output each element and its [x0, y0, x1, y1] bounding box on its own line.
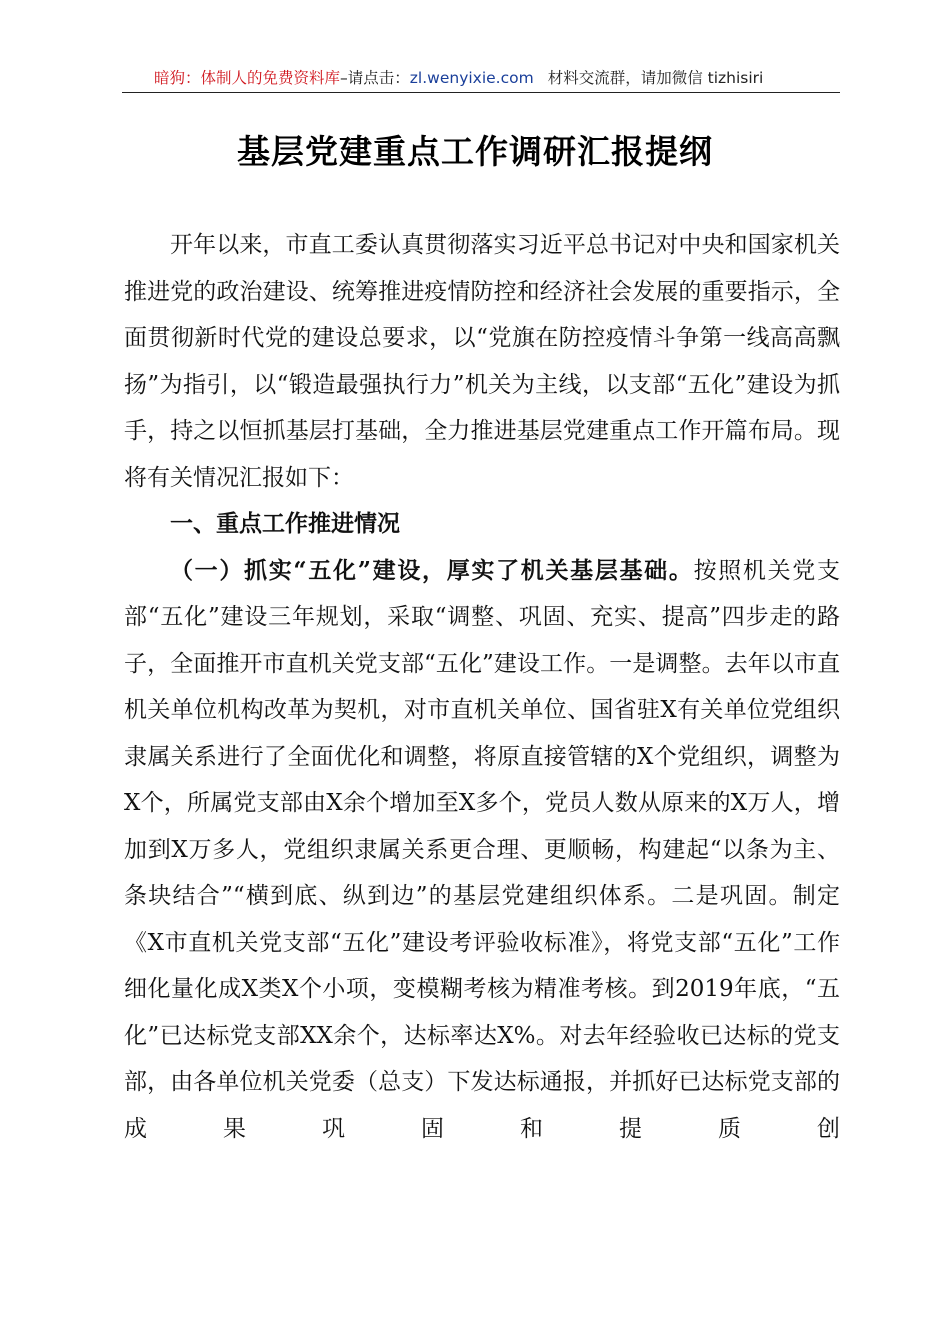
header-link[interactable]: zl.wenyixie.com [409, 69, 534, 87]
subsection-body-1: 按照机关党支部“五化”建设三年规划，采取“调整、巩固、充实、提高”四步走的路子，全面推开市直机关党支部“五化”建设工作。一是调整。去年以市直机关单位机构改革为契机，对市直机关单位、国省驻X有关单位党组织隶属关系进行了全面优化和调整，将原直接管辖的X个党组织，调整为X个，所属党支部由X余个增加至X多个，党员人数从原来的X万人，增加到X万多人，党组织隶属关系更合理、更顺畅，构建起“以条为主、条块结合”“横到底、纵到边”的基层党建组织体系。二是巩固。制定《X市直机关党支部“五化”建设考评验收标准》，将党支部“五化”工作细化量化成X类X个小项，变模糊考核为精准考核。到2019年底，“五化”已达标党支部XX余个，达标率达X%。对去年经验收已达标的党支部，由各单位机关党委（总支）下发达标通报，并抓好已达标党支部的成果巩固和提质创 [124, 557, 840, 1142]
section-heading-1: 一、重点工作推进情况 [170, 511, 400, 537]
subsection-paragraph-1 [124, 548, 840, 1153]
header-brand: 暗狗：体制人的免费资料库 [154, 69, 341, 87]
header-click-prefix: –请点击： [340, 69, 410, 87]
page-header [122, 64, 840, 93]
document-title: 基层党建重点工作调研汇报提纲 [237, 132, 713, 171]
intro-paragraph: 开年以来，市直工委认真贯彻落实习近平总书记对中央和国家机关推进党的政治建设、统筹推进疫情防控和经济社会发展的重要指示，全面贯彻新时代党的建设总要求，以“党旗在防控疫情斗争第一线高高飘扬”为指引，以“锻造最强执行力”机关为主线，以支部“五化”建设为抓手，持之以恒抓基层打基础，全力推进基层党建重点工作开篇布局。现将有关情况汇报如下： [124, 232, 840, 491]
document-body [124, 222, 840, 1152]
subsection-lead-1: （一）抓实“五化”建设，厚实了机关基层基础。 [170, 556, 694, 584]
header-contact: 材料交流群，请加微信 tizhisiri [547, 69, 764, 87]
